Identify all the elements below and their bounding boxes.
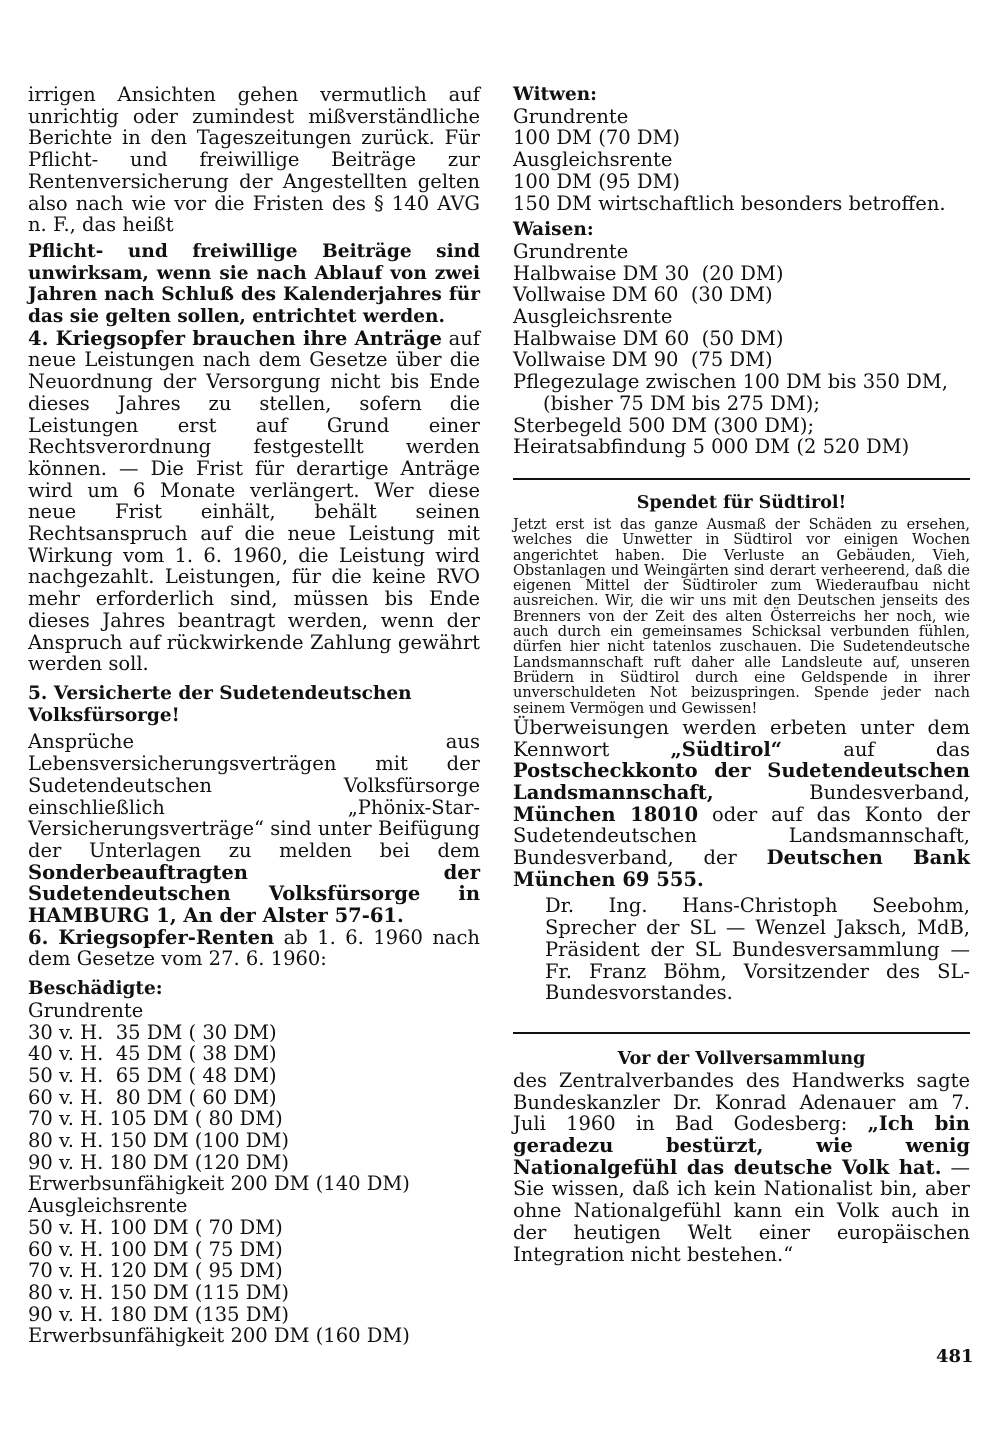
list-item: 40 v. H. 45 DM ( 38 DM) xyxy=(28,1042,277,1066)
list-item: 90 v. H. 180 DM (135 DM) xyxy=(28,1302,289,1326)
list-item: Halbwaise DM 60 (50 DM) xyxy=(513,326,784,350)
vollversammlung-title: Vor der Vollversammlung xyxy=(617,1048,866,1069)
text-segment: Bundesverband, xyxy=(713,780,970,804)
list-item: Vollwaise DM 90 (75 DM) xyxy=(513,348,773,372)
right-column xyxy=(513,84,970,1265)
list-item: 100 DM (95 DM) xyxy=(513,169,681,193)
paragraph-fristen: irrigen Ansichten gehen vermutlich auf unrichtig oder zumindest mißverständliche Berichte in den Tageszeitungen zurück. Für Pflicht- und freiwillige Beiträge zur Rentenversicherung der Angestellten gelten also nach wie vor die Fristen des § 140 AVG n. F., das heißt xyxy=(28,83,480,237)
heading-kriegsopfer-antraege: 4. Kriegsopfer brauchen ihre Anträge xyxy=(28,326,442,350)
list-item: 70 v. H. 120 DM ( 95 DM) xyxy=(28,1259,283,1283)
page-number: 481 xyxy=(936,1346,974,1367)
left-column xyxy=(28,84,480,1347)
list-item: 100 DM (70 DM) xyxy=(513,126,681,150)
list-witwen xyxy=(513,106,970,215)
list-item: 60 v. H. 80 DM ( 60 DM) xyxy=(28,1085,277,1109)
pflegezulage-bisher: (bisher 75 DM bis 275 DM); xyxy=(543,391,820,415)
heiratsabfindung-line: Heiratsabfindung 5 000 DM (2 520 DM) xyxy=(513,435,910,459)
paragraph-kriegsopfer-antraege xyxy=(28,328,480,675)
paragraph-unwirksam: Pflicht- und freiwillige Beiträge sind unwirksam, wenn sie nach Ablauf von zwei Jahren nach Schluß des Kalenderjahres für das sie gelten sollen, entrichtet werden. xyxy=(28,240,480,328)
paragraph-volksfuersorge xyxy=(28,731,480,926)
text-segment: Überweisungen werden erbeten unter dem Kennwort xyxy=(513,715,970,761)
list-item: 150 DM wirtschaftlich besonders betroffen. xyxy=(513,191,946,215)
list-item: Ausgleichsrente xyxy=(28,1194,188,1218)
paragraph-kriegsopfer-renten xyxy=(28,927,480,970)
postscheckkonto: Postscheckkonto der Sudetendeutschen Landsmannschaft, xyxy=(513,759,970,804)
text-volksfuersorge: Ansprüche aus Lebensversicherungsverträgen mit der Sudetendeutschen Volksfürsorge einschließlich „Phönix-Star-Versicherungsverträge“ sind unter Beifügung der Unterlagen zu melden bei dem xyxy=(28,730,480,862)
list-item: 80 v. H. 150 DM (100 DM) xyxy=(28,1129,289,1153)
list-item: Grundrente xyxy=(513,104,629,128)
paragraph-adenauer xyxy=(513,1070,970,1265)
list-item: Ausgleichsrente xyxy=(513,148,673,172)
list-item: Vollwaise DM 60 (30 DM) xyxy=(513,283,773,307)
list-item: 90 v. H. 180 DM (120 DM) xyxy=(28,1150,289,1174)
signature-block: Dr. Ing. Hans-Christoph Seebohm, Sprecher der SL — Wenzel Jaksch, MdB, Präsident der SL Bundesversammlung — Fr. Franz Böhm, Vorsitzender des SL-Bundesvorstandes. xyxy=(545,894,970,1005)
bank-konto: Deutschen Bank München 69 555. xyxy=(513,846,970,891)
text-segment: — Sie wissen, daß ich kein Nationalist bin, aber ohne Nationalgefühl kann ein Volk auch in der heutigen Welt einer europäischen Integration nicht bestehen.“ xyxy=(513,1155,970,1266)
kontonummer-muenchen: München 18010 xyxy=(513,802,699,826)
text-segment: oder auf das Konto der Sudetendeutschen Landsmannschaft, Bundesverband, der xyxy=(513,802,970,870)
text-kriegsopfer-antraege: auf neue Leistungen nach dem Gesetze über die Neuordnung der Versorgung nicht bis Ende dieses Jahres zu stellen, sofern die Leistungen erst auf Grund einer Rechtsverordnung festgestellt werden können. — Die Frist für derartige Anträge wird um 6 Monate verlängert. Wer diese neue Frist einhält, behält seinen Rechtsanspruch auf die neue Leistung mit Wirkung vom 1. 6. 1960, die Leistung wird nachgezahlt. Leistungen, für die keine RVO mehr erforderlich sind, müssen bis Ende dieses Jahres beantragt werden, wenn der Anspruch auf rückwirkende Zahlung gewährt werden soll. xyxy=(28,326,480,676)
paragraph-ueberweisungen xyxy=(513,717,970,891)
kennwort: „Südtirol“ xyxy=(670,737,782,761)
list-item: 50 v. H. 65 DM ( 48 DM) xyxy=(28,1063,277,1087)
list-item: 70 v. H. 105 DM ( 80 DM) xyxy=(28,1107,283,1131)
suedtirol-appeal: Jetzt erst ist das ganze Ausmaß der Schäden zu ersehen, welches die Unwetter in Südtirol vor einigen Wochen angerichtet haben. Die Verluste an Gebäuden, Vieh, Obstanlagen und Weingärten sind derart verheerend, daß die eigenen Mittel der Südtiroler zum Wiederaufbau nicht ausreichen. Wir, die wir uns mit den Deutschen jenseits des Brenners von der Zeit des alten Österreichs her noch, wie auch durch ein gemeinsames Schicksal verbunden fühlen, dürfen hier nicht tatenlos zuschauen. Die Sudetendeutsche Landsmannschaft ruft daher alle Landsleute auf, unseren Brüdern in Südtirol durch eine Geldspende in ihrer unverschuldeten Not beizuspringen. Spende jeder nach seinem Vermögen und Gewissen! xyxy=(513,516,970,717)
list-item: Erwerbsunfähigkeit 200 DM (160 DM) xyxy=(28,1324,410,1348)
text-segment: auf das xyxy=(781,737,970,761)
heading-waisen: Waisen: xyxy=(513,219,594,241)
list-item: 60 v. H. 100 DM ( 75 DM) xyxy=(28,1237,283,1261)
sterbegeld-line: Sterbegeld 500 DM (300 DM); xyxy=(513,413,815,437)
heading-kriegsopfer-renten: 6. Kriegsopfer-Renten xyxy=(28,925,275,949)
heading-witwen: Witwen: xyxy=(513,84,597,105)
list-item: Ausgleichsrente xyxy=(513,305,673,329)
list-item: 50 v. H. 100 DM ( 70 DM) xyxy=(28,1215,283,1239)
text-kriegsopfer-renten: ab 1. 6. 1960 nach dem Gesetze vom 27. 6. 1960: xyxy=(28,925,480,971)
list-item: Halbwaise DM 30 (20 DM) xyxy=(513,261,784,285)
list-item: Grundrente xyxy=(28,998,144,1022)
heading-beschaedigte: Beschädigte: xyxy=(28,978,163,1000)
list-waisen xyxy=(513,241,970,371)
address-sonderbeauftragter: Sonderbeauftragten der Sudetendeutschen Volksfürsorge in HAMBURG 1, An der Alster 57-61. xyxy=(28,860,480,928)
pflegezulage-line: Pflegezulage zwischen 100 DM bis 350 DM, xyxy=(513,370,948,394)
quote-bold: „Ich bin geradezu bestürzt, wie wenig Nationalgefühl das deutsche Volk hat. xyxy=(513,1112,970,1179)
list-item: Erwerbsunfähigkeit 200 DM (140 DM) xyxy=(28,1172,410,1196)
list-beschaedigte xyxy=(28,1000,480,1347)
suedtirol-title: Spendet für Südtirol! xyxy=(636,492,847,513)
list-item: Grundrente xyxy=(513,239,629,263)
list-item: 80 v. H. 150 DM (115 DM) xyxy=(28,1280,289,1304)
text-segment: des Zentralverbandes des Handwerks sagte Bundeskanzler Dr. Konrad Adenauer am 7. Juli 1960 in Bad Godesberg: xyxy=(513,1068,970,1136)
list-item: 30 v. H. 35 DM ( 30 DM) xyxy=(28,1020,277,1044)
heading-volksfuersorge: 5. Versicherte der Sudetendeutschen Volksfürsorge! xyxy=(28,682,412,726)
